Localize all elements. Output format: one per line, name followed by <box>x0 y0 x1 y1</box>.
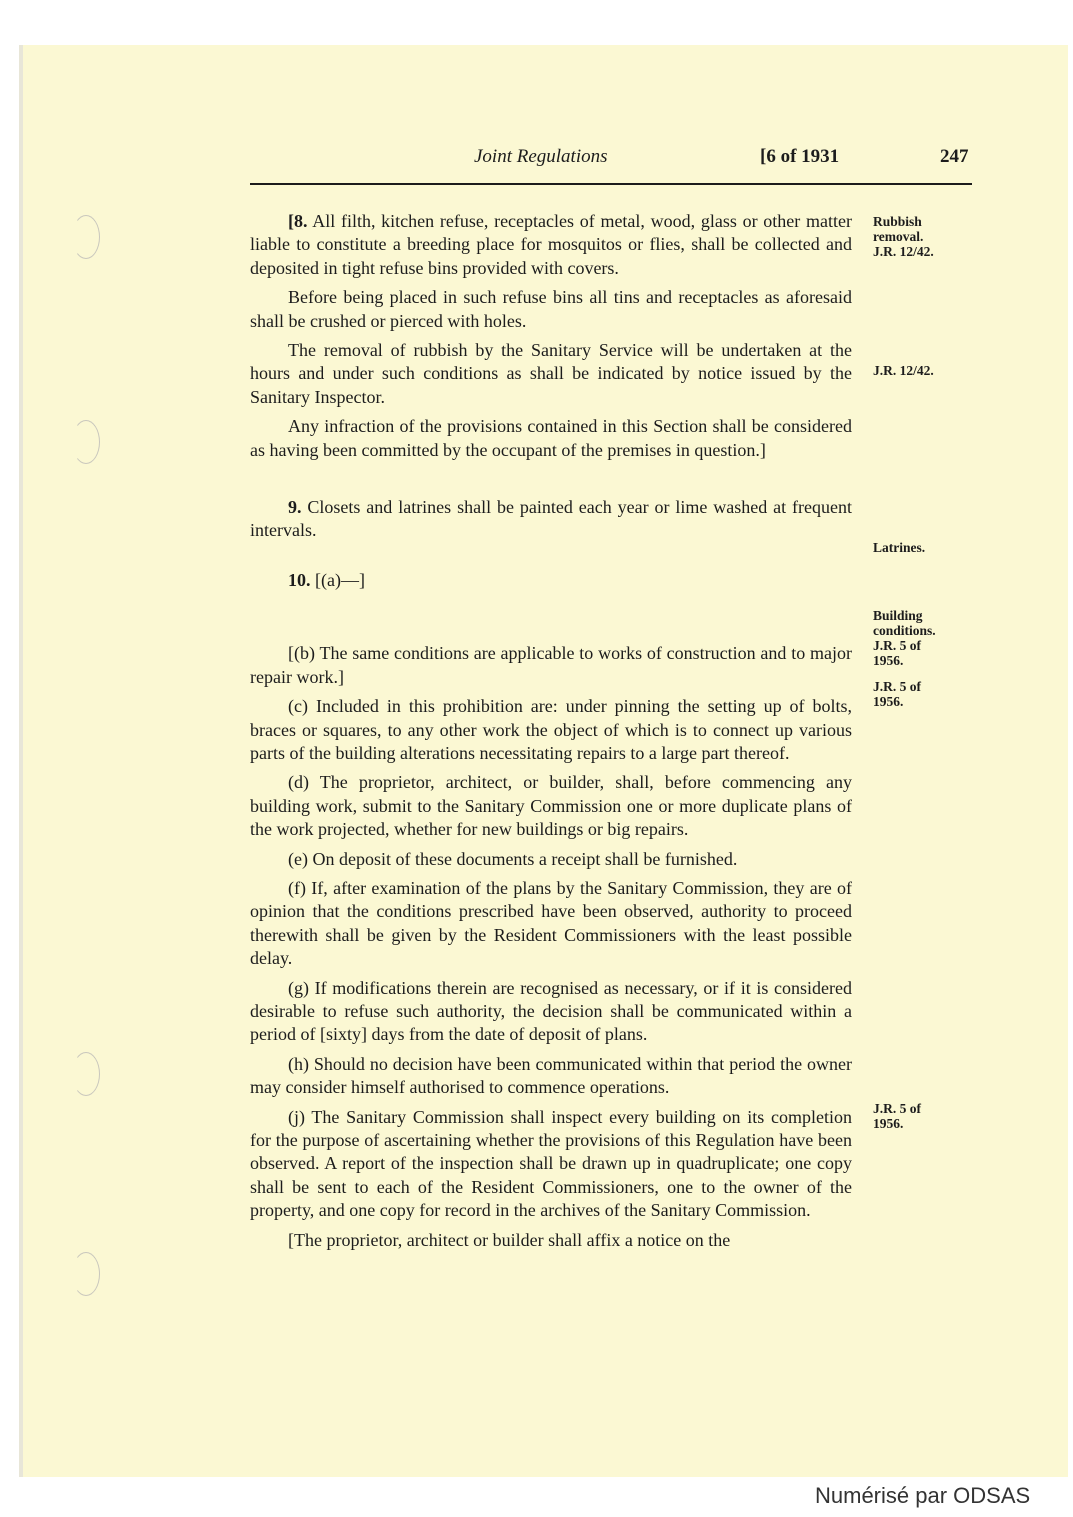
paragraph <box>250 1106 852 1223</box>
margin-note <box>873 679 973 709</box>
paragraph <box>250 695 852 765</box>
paragraph-text: (c) Included in this prohibition are: under pinning the setting up of bolts, braces or squares, to any other work the object of which is to connect up various parts of the building alterations necessitating repairs to a large part thereof. <box>250 696 852 763</box>
binder-hole <box>72 420 100 464</box>
margin-note <box>873 608 973 668</box>
margin-note-line: J.R. 5 of <box>873 1101 921 1116</box>
header-title: Joint Regulations <box>474 146 608 167</box>
running-header <box>0 146 1073 170</box>
paragraph-text: [(a)—] <box>315 569 365 590</box>
paragraph <box>250 569 852 592</box>
margin-note <box>873 363 973 378</box>
paragraph-text: [(b) The same conditions are applicable to works of construction and to major repair work.] <box>250 643 852 687</box>
margin-note-line: conditions. <box>873 623 936 638</box>
paragraph-text: (d) The proprietor, architect, or builder, shall, before commencing any building work, submit to the Sanitary Commission one or more duplicate plans of the work projected, whether for new buildings or big repairs. <box>250 772 852 840</box>
paragraph-text: (f) If, after examination of the plans by the Sanitary Commission, they are of opinion that the conditions prescribed have been observed, authority to proceed therewith shall be given by the Resident Commissioners with the least possible delay. <box>250 877 852 969</box>
body-text <box>250 210 852 1258</box>
binder-hole <box>72 1052 100 1096</box>
paragraph <box>250 848 852 871</box>
header-act: [6 of 1931 <box>760 146 840 167</box>
margin-note-line: J.R. 5 of <box>873 638 921 653</box>
binder-hole <box>72 1252 100 1296</box>
paragraph <box>250 877 852 971</box>
paragraph-text: Any infraction of the provisions contained in this Section shall be considered as having been committed by the occupant of the premises in question.] <box>250 416 852 460</box>
paragraph <box>250 496 852 543</box>
paragraph <box>250 286 852 333</box>
section-number: [8. <box>288 211 308 231</box>
paragraph <box>250 415 852 462</box>
margin-note <box>873 1101 973 1131</box>
paragraph-text: (e) On deposit of these documents a receipt shall be furnished. <box>288 848 738 869</box>
page-number: 247 <box>940 146 969 167</box>
margin-note-line: Rubbish <box>873 214 922 229</box>
paragraph <box>250 771 852 841</box>
paragraph <box>250 339 852 409</box>
section-number: 10. <box>288 569 311 590</box>
margin-note-line: J.R. 12/42. <box>873 363 934 378</box>
paragraph-text: All filth, kitchen refuse, receptacles of metal, wood, glass or other matter liable to constitute a breeding place for mosquitos or flies, shall be collected and deposited in tight refuse bins provided with covers. <box>250 211 852 278</box>
margin-note-line: 1956. <box>873 653 904 668</box>
digitization-credit: Numérisé par ODSAS <box>815 1483 1031 1508</box>
paragraph-text: [The proprietor, architect or builder shall affix a notice on the <box>288 1229 731 1250</box>
paragraph <box>250 642 852 689</box>
paragraph-text: (g) If modifications therein are recognised as necessary, or if it is considered desirable to refuse such authority, the decision shall be communicated within a period of [sixty] days from the date of deposit of plans. <box>250 977 852 1045</box>
paragraph-text: Closets and latrines shall be painted each year or lime washed at frequent intervals. <box>250 497 853 541</box>
margin-note <box>873 214 973 259</box>
paragraph <box>250 1053 852 1100</box>
margin-note-line: 1956. <box>873 1116 904 1131</box>
paragraph-text: The removal of rubbish by the Sanitary Service will be undertaken at the hours and under such conditions as shall be indicated by notice issued by the Sanitary Inspector. <box>250 340 852 407</box>
margin-note-line: removal. <box>873 229 924 244</box>
margin-note-line: Latrines. <box>873 540 926 555</box>
margin-note-line: J.R. 12/42. <box>873 244 934 259</box>
margin-note-line: Building <box>873 608 923 623</box>
paragraph-text: Before being placed in such refuse bins all tins and receptacles as aforesaid shall be crushed or pierced with holes. <box>250 287 852 331</box>
page-edge <box>19 45 23 1477</box>
margin-note <box>873 540 973 555</box>
section-number: 9. <box>288 497 302 518</box>
margin-note-line: J.R. 5 of <box>873 679 921 694</box>
paragraph <box>250 1229 852 1252</box>
margin-note-line: 1956. <box>873 694 904 709</box>
binder-hole <box>72 215 100 259</box>
paragraph-text: (h) Should no decision have been communicated within that period the owner may consider himself authorised to commence operations. <box>250 1053 852 1098</box>
header-rule <box>250 183 972 185</box>
paragraph <box>250 210 852 280</box>
paragraph <box>250 977 852 1047</box>
paragraph-text: (j) The Sanitary Commission shall inspect every building on its completion for the purpose of ascertaining whether the provisions of this Regulation have been observed. A report of the inspection shall be drawn up in quadruplicate; one copy shall be sent to each of the Resident Commissioners, one to the owner of the property, and one copy for record in the archives of the Sanitary Commission. <box>250 1106 852 1221</box>
